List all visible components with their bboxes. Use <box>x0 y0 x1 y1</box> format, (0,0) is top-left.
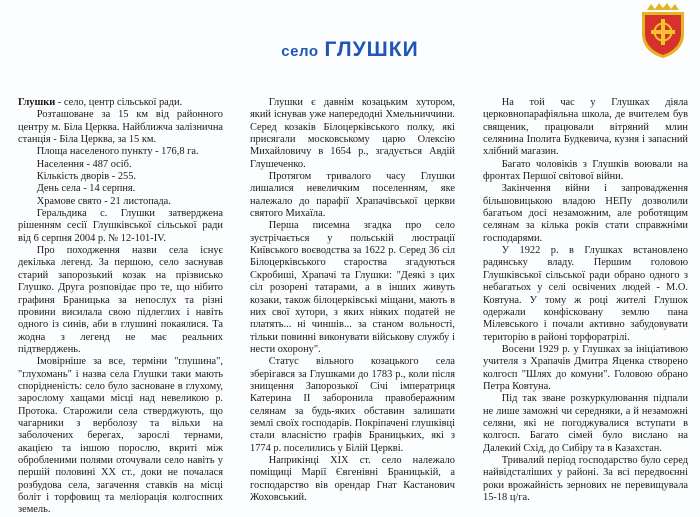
paragraph: Закінчення війни і запровадження більшовицькою владою НЕПу дозволили багатьом досі незаможним, але роботящим селянам за кілька років стати справжніми господарями. <box>483 183 688 244</box>
paragraph: Тривалий період господарство було серед найвідсталіших у районі. За всі передвоєнні роки врожайність зернових не перевищувала 15-18 ц/га. <box>483 454 688 503</box>
text-column-2 <box>250 97 455 504</box>
paragraph: Геральдика с. Глушки затверджена рішенням сесії Глушківської сільської ради від 6 серпня 2004 р. № 12-101-IV. <box>18 208 223 244</box>
paragraph: На той час у Глушках діяла церковнопарафіяльна школа, де вчителем був священик, працювали вітряний млин селянина Іполита Будкевича, кузня і запасний хлібний магазин. <box>483 97 688 158</box>
paragraph: Перша писемна згадка про село зустрічається у польській люстрації Київського воєводства за 1622 р. Серед 36 сіл Білоцерківського староства згадуються Скробиші, Храпачі та Глушки: "Деякі з цих сіл розорені татарами, а в інших живуть козаки, також білоцерківські міщани, мають в них свої хутори, з яких ніяких податей не платять... ні чиншів... за станом вольності, тільки повинні виконувати військову службу і нести охорону". <box>250 220 455 355</box>
paragraph-intro: Глушки - село, центр сільської ради. <box>18 97 183 108</box>
village-name-bold: Глушки <box>18 97 56 108</box>
paragraph: Наприкінці ХІХ ст. село належало поміщиці Марії Євгенівні Браницькій, а господарство вів орендар Гнат Кастанович Жоховський. <box>250 454 455 503</box>
title-prefix: село <box>281 43 319 60</box>
text-column-1 <box>18 97 223 517</box>
paragraph: Населення - 487 осіб. <box>36 158 132 170</box>
village-name: ГЛУШКИ <box>324 38 419 61</box>
page-title <box>0 38 700 62</box>
paragraph: Глушки є давнім козацьким хутором, який існував уже напередодні Хмельниччини. Серед козаків Білоцерківського полку, які присягали московському царю Олексію Михайловичу в 1654 р., згадується Авдій Глушеченко. <box>250 97 455 170</box>
paragraph: Імовірніше за все, терміни "глушина", "глухомань" і назва села Глушки таки мають спорідненість: село було засноване в глухому, зарослому хащами місці над невеликою р. Протока. Старожили села стверджують, що чагарники з верболозу та вільхи на заболочених берегах, зарослі тернами, акацією та іншою порослю, вкриті між обробленими полями оточували село навіть у першій половині ХХ ст., доки не почалася розбудова села, загачення ставків на місці боліт і торфовищ та меліорація колгоспних земель. <box>18 356 223 516</box>
paragraph: Статус вільного козацького села зберігався за Глушками до 1783 р., коли після знищення Запорозької Січі імператриця Катерина II заборонила правоберажним селянам за будь-яких обставин залишати землі своїх господарів. Покріпачені глушківці стали власністю графів Браницьких, які з 1774 р. поселились у Білій Церкві. <box>250 356 455 454</box>
paragraph: Під так зване розкуркулювання підпали не лише заможні чи середняки, а й незаможні селяни, які не погоджувалися вступати в колгосп. Багато сімей було вислано на Далекий Схід, до Сибіру та в Казахстан. <box>483 393 688 454</box>
paragraph: Кількість дворів - 255. <box>36 171 137 183</box>
paragraph: Восени 1929 р. у Глушках за ініціативою учителя з Храпачів Дмитра Яценка створено колгосп "Шлях до комуни". Головою обрано Петра Ковтуна. <box>483 343 688 392</box>
paragraph: Площа населеного пункту - 176,8 га. <box>36 146 199 158</box>
paragraph: Протягом тривалого часу Глушки лишалися невеличким поселенням, яке належало до парафії Храпачівської церкви святого Михаїла. <box>250 171 455 220</box>
coat-of-arms-icon <box>637 2 689 60</box>
paragraph: Про походження назви села існує декілька легенд. За першою, село заснував старий запорозький козак на прізвисько Глушко. Друга розповідає про те, що нібито графиня Браницька за непослух та різні провини висилала свою підлеглих і навіть одного із синів, аби в глушині покаялися. Та жодна з легенд не має реальних підтверджень. <box>18 245 223 355</box>
paragraph: Багато чоловіків з Глушків воювали на фронтах Першої світової війни. <box>483 158 688 183</box>
text-column-3 <box>483 97 688 504</box>
paragraph: У 1922 р. в Глушках встановлено радянську владу. Першим головою Глушківської сільської ради обрано одного з небагатьох у селі освічених людей - М.О. Ковтуна. У тому ж році жителі Глушок одержали конфісковану землю пана Мілевського і почали активно забудовувати територію в районі торфоратрілі. <box>483 245 688 343</box>
paragraph: Розташоване за 15 км від районного центру м. Біла Церква. Найближча залізнична станція - Біла Церква, за 15 км. <box>18 109 223 146</box>
paragraph: День села - 14 серпня. <box>36 183 136 195</box>
paragraph: Храмове свято - 21 листопада. <box>36 195 171 207</box>
